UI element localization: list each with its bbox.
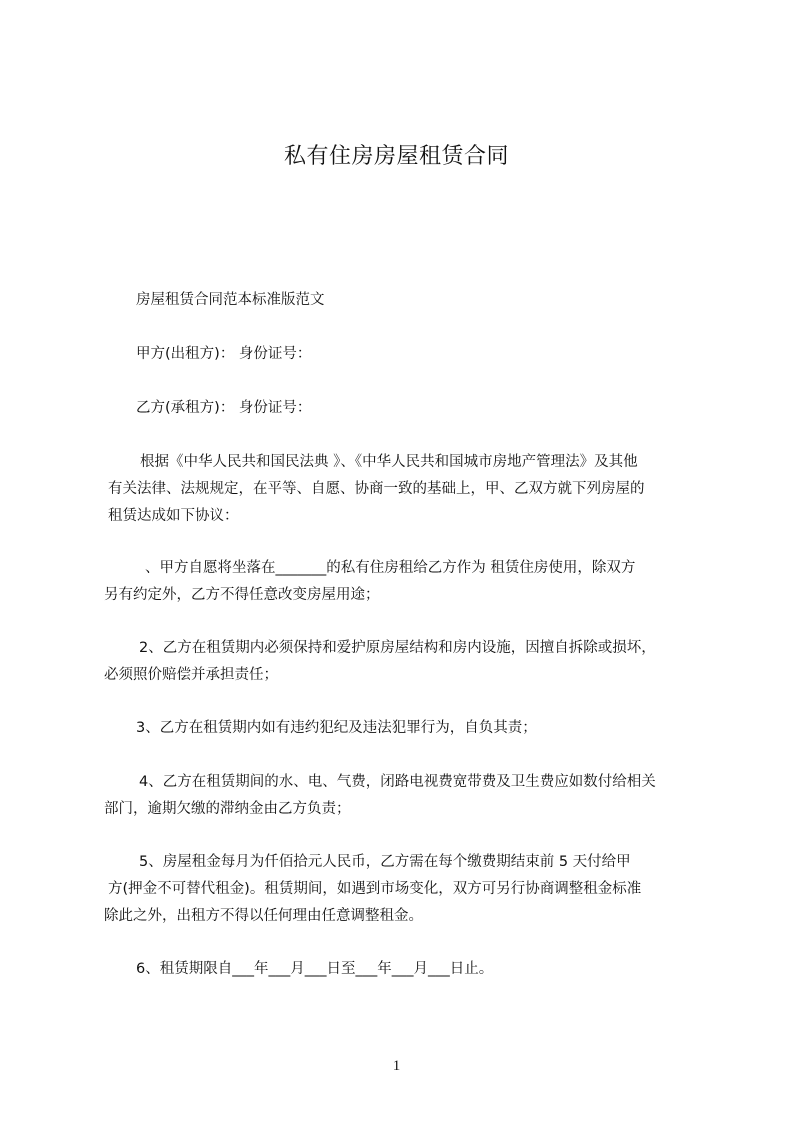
- page-number: 1: [392, 1058, 401, 1074]
- document-title: 私有住房房屋租赁合同: [283, 144, 509, 169]
- party-b-line: 乙方(承租方)： 身份证号：: [136, 400, 312, 416]
- paragraph-line: 租赁达成如下协议：: [108, 508, 239, 524]
- document-subtitle: 房屋租赁合同范本标准版范文: [136, 292, 325, 308]
- paragraph-line: 除此之外，出租方不得以任何理由任意调整租金。: [104, 908, 423, 924]
- paragraph-line: 必须照价赔偿并承担责任；: [104, 667, 278, 683]
- paragraph-line: 根据《中华人民共和国民法典 》、《中华人民共和国城市房地产管理法》及其他: [140, 454, 638, 470]
- paragraph-line: 2、乙方在租赁期内必须保持和爱护原房屋结构和房内设施，因擅自拆除或损坏，: [139, 640, 656, 656]
- paragraph-line: 3、乙方在租赁期内如有违约犯纪及违法犯罪行为，自负其责；: [136, 720, 537, 736]
- paragraph-line: 、甲方自愿将坐落在_______的私有住房租给乙方作为 租赁住房使用，除双方: [145, 560, 636, 576]
- paragraph-line: 4、乙方在租赁期间的水、电、气费，闭路电视费宽带费及卫生费应如数付给相关: [139, 774, 656, 790]
- party-a-line: 甲方(出租方)： 身份证号：: [136, 346, 312, 362]
- paragraph-line: 另有约定外，乙方不得任意改变房屋用途；: [104, 587, 380, 603]
- paragraph-line: 6、租赁期限自___年___月___日至___年___月___日止。: [136, 961, 494, 977]
- paragraph-line: 部门，逾期欠缴的滞纳金由乙方负责；: [104, 801, 351, 817]
- paragraph-line: 方(押金不可替代租金)。租赁期间，如遇到市场变化，双方可另行协商调整租金标准: [108, 881, 642, 897]
- paragraph-line: 5、房屋租金每月为仟佰拾元人民币，乙方需在每个缴费期结束前 5 天付给甲: [139, 854, 631, 870]
- paragraph-line: 有关法律、法规规定，在平等、自愿、协商一致的基础上，甲、乙双方就下列房屋的: [108, 481, 645, 497]
